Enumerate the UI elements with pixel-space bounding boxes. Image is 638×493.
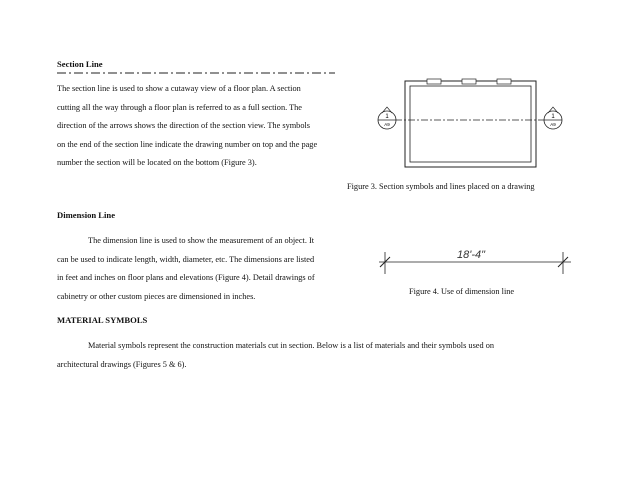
- symbol-drawing-number: 1: [385, 114, 389, 120]
- figure-4-caption: Figure 4. Use of dimension line: [409, 287, 515, 296]
- symbol-page-number: A9: [550, 122, 556, 127]
- text-line: cutting all the way through a floor plan is referred to as a full section. The: [57, 102, 302, 112]
- text-line: on the end of the section line indicate the drawing number on top and the page: [57, 139, 318, 149]
- dimension-line-paragraph: [57, 232, 315, 306]
- symbol-page-number: A9: [384, 122, 390, 127]
- text-line: Material symbols represent the construction materials cut in section. Below is a list of materials and their symbols used on: [88, 341, 494, 350]
- text-line: The section line is used to show a cutaway view of a floor plan. A section: [57, 84, 301, 93]
- floor-plan-inner-wall: [410, 86, 531, 162]
- dimension-line-heading: Dimension Line: [57, 210, 116, 220]
- section-line-heading: Section Line: [57, 59, 103, 69]
- section-symbol-left: [378, 107, 396, 129]
- text-line: number the section will be located on the bottom (Figure 3).: [57, 158, 257, 168]
- figure-3-drawing: [373, 77, 573, 177]
- floor-plan-outer-wall: [405, 81, 536, 167]
- material-symbols-paragraph: [57, 337, 494, 374]
- text-line: The dimension line is used to show the measurement of an object. It: [88, 236, 315, 245]
- material-symbols-heading: MATERIAL SYMBOLS: [57, 315, 148, 325]
- text-line: cabinetry or other custom pieces are dimensioned in inches.: [57, 291, 256, 301]
- dimension-label: 18'-4": [456, 249, 486, 261]
- text-line: direction of the arrows shows the direction of the section view. The symbols: [57, 121, 310, 131]
- window-opening: [427, 79, 441, 84]
- window-opening: [497, 79, 511, 84]
- figure-3-caption: Figure 3. Section symbols and lines placed on a drawing: [347, 182, 535, 191]
- section-symbol-right: [544, 107, 562, 129]
- text-line: in feet and inches on floor plans and elevations (Figure 4). Detail drawings of: [57, 273, 315, 283]
- figure-4-drawing: [375, 244, 575, 280]
- text-line: can be used to indicate length, width, diameter, etc. The dimensions are listed: [57, 254, 315, 264]
- text-line: architectural drawings (Figures 5 & 6).: [57, 359, 187, 369]
- symbol-drawing-number: 1: [551, 114, 555, 120]
- section-line-sample: [57, 70, 337, 76]
- window-opening: [462, 79, 476, 84]
- section-line-paragraph: [57, 80, 317, 173]
